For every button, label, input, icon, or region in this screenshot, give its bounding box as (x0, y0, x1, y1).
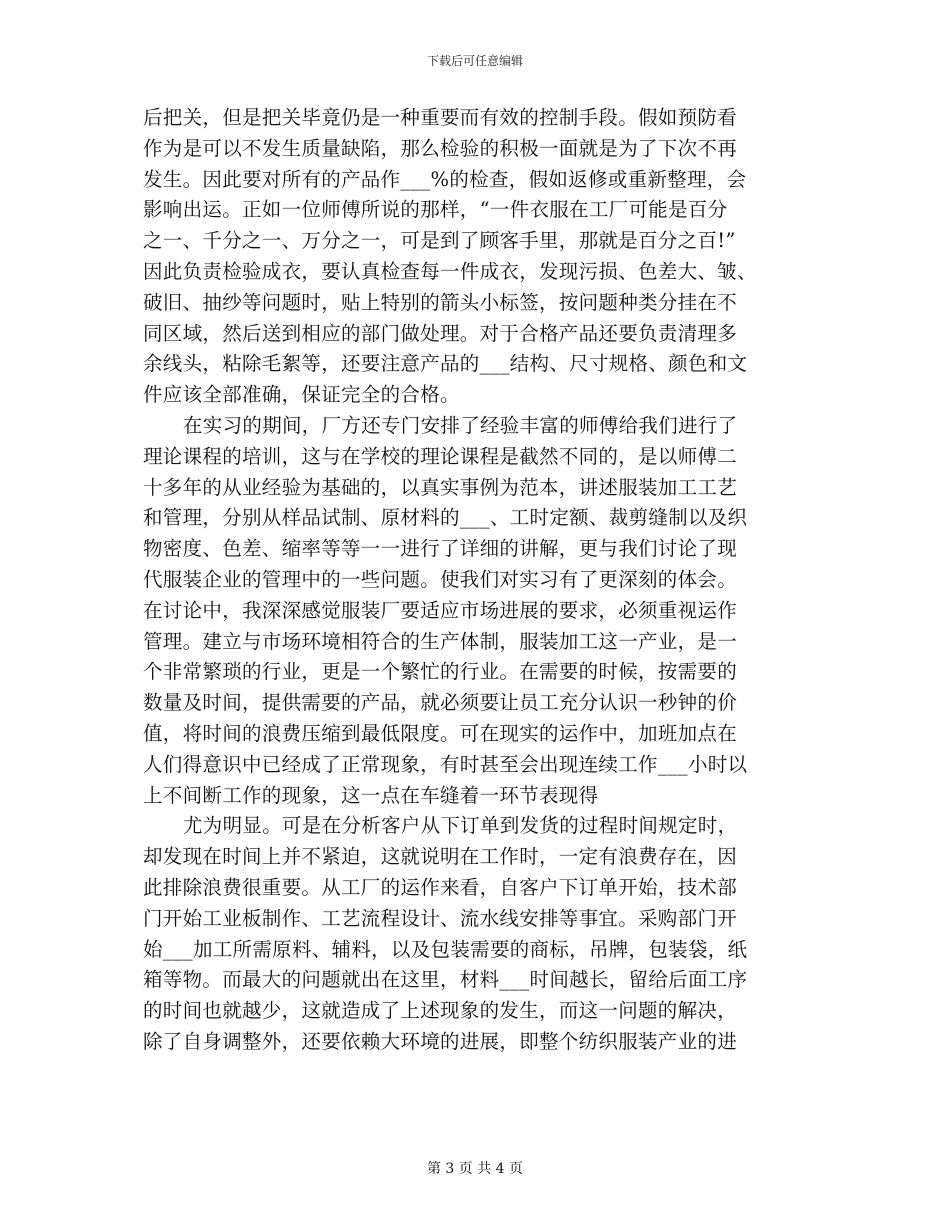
text-line: 物密度、色差、缩率等等一一进行了详细的讲解，更与我们讨论了现 (143, 537, 738, 561)
text-line: 在讨论中，我深深感觉服装厂要适应市场进展的要求，必须重视运作 (143, 598, 738, 622)
paragraph-start-line: 在实习的期间，厂方还专门安排了经验丰富的师傅给我们进行了 (183, 413, 738, 437)
text-line: 破旧、抽纱等问题时，贴上特别的箭头小标签，按问题种类分挂在不 (143, 290, 738, 314)
text-line: 之一、千分之一、万分之一，可是到了顾客手里，那就是百分之百!” (143, 229, 736, 253)
text-line: 箱等物。而最大的问题就出在这里，材料___时间越长，留给后面工序 (143, 968, 748, 992)
text-line: 件应该全部准确，保证完全的合格。 (143, 383, 460, 407)
text-line: 因此负责检验成衣，要认真检查每一件成衣，发现污损、色差大、皱、 (143, 259, 757, 283)
text-line: 后把关，但是把关毕竟仍是一种重要而有效的控制手段。假如预防看 (143, 106, 738, 129)
text-line: 值，将时间的浪费压缩到最低限度。可在现实的运作中，加班加点在 (143, 721, 738, 745)
text-line: 上不间断工作的现象，这一点在车缝着一环节表现得 (143, 783, 599, 807)
page-header: 下载后可任意编辑 (426, 54, 523, 68)
text-line: 十多年的从业经验为基础的，以真实事例为范本，讲述服装加工工艺 (143, 475, 738, 499)
text-line: 门开始工业板制作、工艺流程设计、流水线安排等事宜。采购部门开 (143, 906, 738, 930)
text-line: 的时间也就越少，这就造成了上述现象的发生，而这一问题的解决， (143, 999, 738, 1023)
text-line: 管理。建立与市场环境相符合的生产体制，服装加工这一产业，是一 (143, 629, 738, 653)
page-footer: 第 3 页 共 4 页 (426, 1161, 524, 1177)
text-line: 此排除浪费很重要。从工厂的运作来看，自客户下订单开始，技术部 (143, 875, 738, 899)
text-line: 个非常繁琐的行业，更是一个繁忙的行业。在需要的时候，按需要的 (143, 660, 738, 684)
text-line: 除了自身调整外，还要依赖大环境的进展，即整个纺织服装产业的进 (143, 1029, 738, 1053)
text-line: 却发现在时间上并不紧迫，这就说明在工作时，一定有浪费存在，因 (143, 845, 738, 869)
text-line: 和管理，分别从样品试制、原材料的___、工时定额、裁剪缝制以及织 (143, 506, 748, 530)
text-line: 发生。因此要对所有的产品作___%的检查，假如返修或重新整理，会 (143, 167, 747, 191)
paragraph-start-line: 尤为明显。可是在分析客户从下订单到发货的过程时间规定时， (183, 814, 738, 838)
text-line: 余线头，粘除毛絮等，还要注意产品的___结构、尺寸规格、颜色和文 (143, 352, 748, 376)
body-text (143, 103, 807, 1058)
text-line: 人们得意识中已经成了正常现象，有时甚至会出现连续工作___小时以 (143, 752, 748, 776)
text-line: 影响出运。正如一位师傅所说的那样，“一件衣服在工厂可能是百分 (143, 198, 728, 222)
text-line: 作为是可以不发生质量缺陷，那么检验的积极一面就是为了下次不再 (143, 136, 738, 160)
text-line: 代服装企业的管理中的一些问题。使我们对实习有了更深刻的体会。 (143, 567, 738, 591)
text-line: 始___加工所需原料、辅料，以及包装需要的商标，吊牌，包装袋，纸 (143, 937, 748, 961)
text-line: 数量及时间，提供需要的产品，就必须要让员工充分认识一秒钟的价 (143, 691, 738, 715)
text-line: 同区域，然后送到相应的部门做处理。对于合格产品还要负责清理多 (143, 321, 738, 345)
text-line: 理论课程的培训，这与在学校的理论课程是截然不同的，是以师傅二 (143, 444, 738, 468)
